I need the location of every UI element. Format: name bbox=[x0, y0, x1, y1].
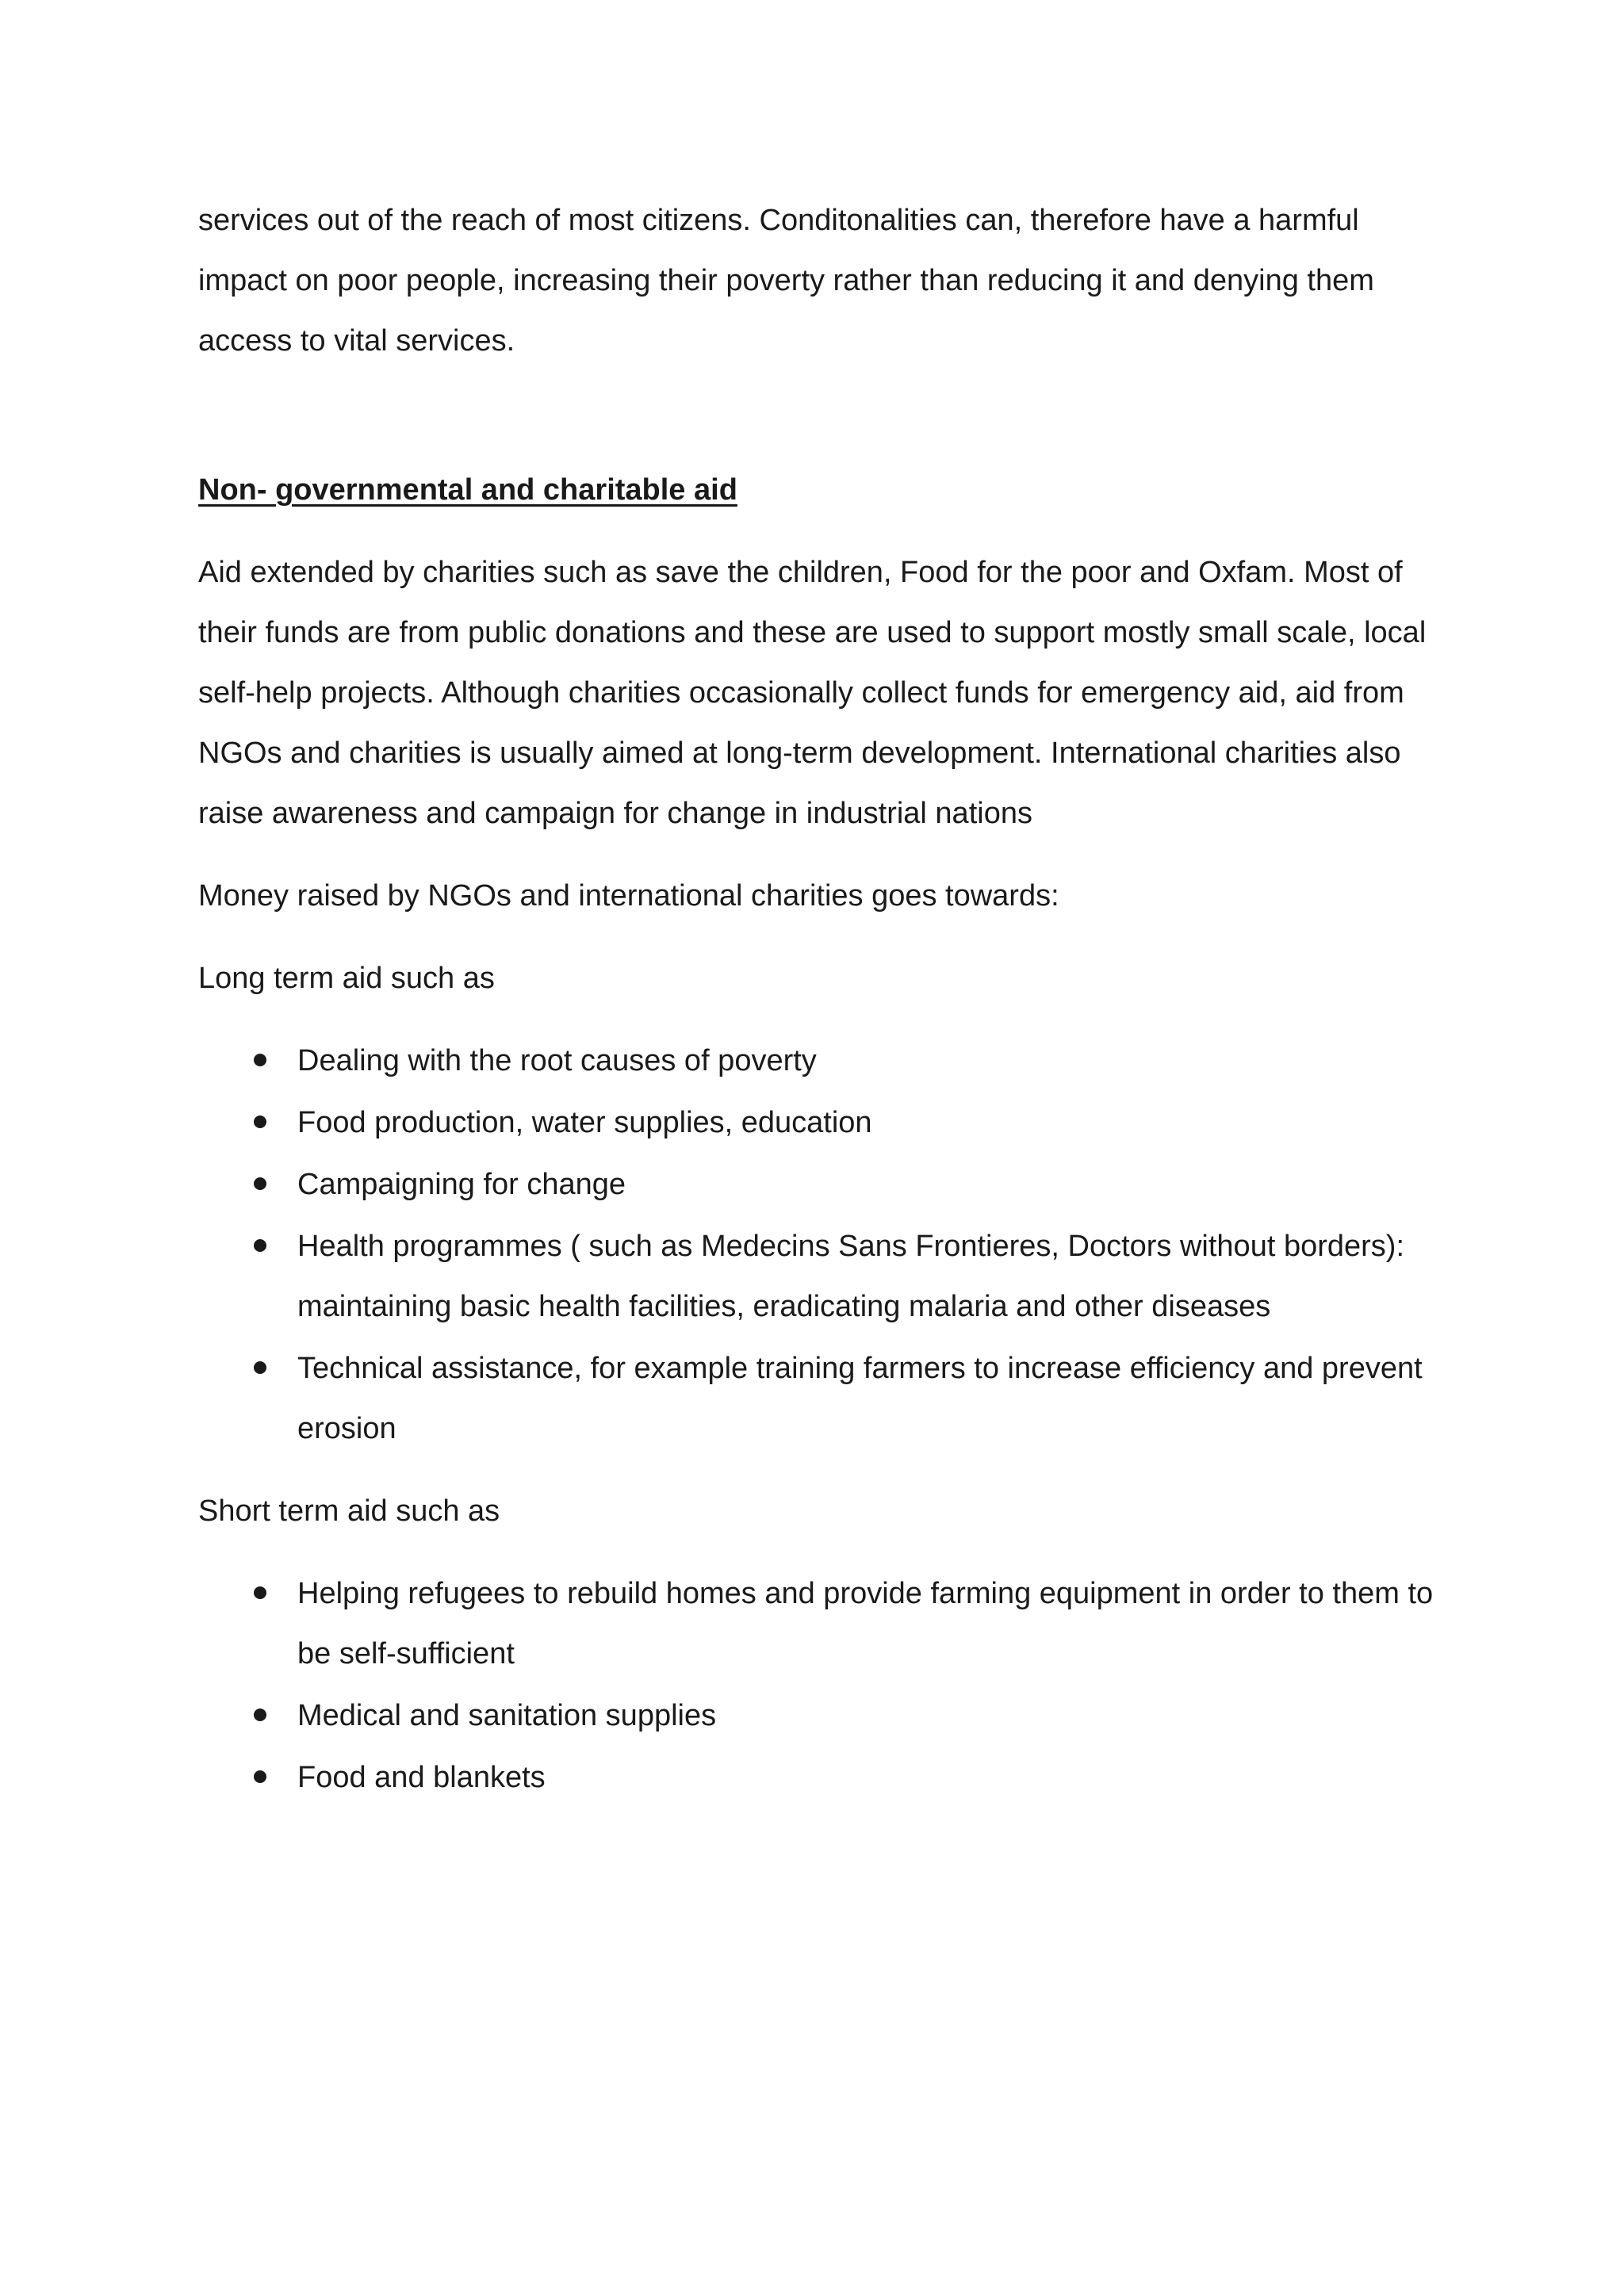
section-heading: Non- governmental and charitable aid bbox=[198, 473, 737, 507]
money-raised-text: Money raised by NGOs and international charities goes towards: bbox=[198, 879, 1059, 913]
list-item bbox=[198, 1563, 1451, 1684]
long-term-list bbox=[198, 1031, 1451, 1459]
list-item bbox=[198, 1747, 1451, 1808]
list-item bbox=[198, 1154, 1451, 1215]
bullet-icon bbox=[254, 1177, 266, 1190]
short-term-label: Short term aid such as bbox=[198, 1494, 500, 1528]
bullet-icon bbox=[254, 1054, 266, 1066]
list-item bbox=[198, 1031, 1451, 1091]
list-item-text: Food production, water supplies, education bbox=[297, 1106, 872, 1139]
list-item-text: Dealing with the root causes of poverty bbox=[297, 1044, 817, 1077]
bullet-icon bbox=[254, 1770, 266, 1783]
bullet-icon bbox=[254, 1115, 266, 1128]
bullet-icon bbox=[254, 1586, 266, 1599]
section-paragraph: Aid extended by charities such as save the children, Food for the poor and Oxfam. Most of their funds are from public donations and these are used to support mostly small scale, local self-help projects. Although charities occasionally collect funds for emergency aid, aid from NGOs and charities is usually aimed at long-term development. International charities also raise awareness and campaign for change in industrial nations bbox=[198, 556, 1427, 830]
list-item bbox=[198, 1686, 1451, 1746]
list-item-text: Technical assistance, for example training farmers to increase efficiency and prevent erosion bbox=[297, 1352, 1423, 1445]
list-item-text: Health programmes ( such as Medecins Sans Frontieres, Doctors without borders): maintaining basic health facilities, eradicating malaria and other diseases bbox=[297, 1230, 1404, 1323]
bullet-icon bbox=[254, 1239, 266, 1252]
intro-paragraph: services out of the reach of most citizens. Conditonalities can, therefore have a harmful impact on poor people, increasing their poverty rather than reducing it and denying them access to vital services. bbox=[198, 204, 1374, 358]
list-item bbox=[198, 1216, 1451, 1337]
list-item bbox=[198, 1338, 1451, 1459]
bullet-icon bbox=[254, 1709, 266, 1721]
long-term-label: Long term aid such as bbox=[198, 962, 495, 995]
page-content bbox=[198, 190, 1451, 1809]
list-item bbox=[198, 1093, 1451, 1153]
list-item-text: Campaigning for change bbox=[297, 1168, 626, 1201]
short-term-list bbox=[198, 1563, 1451, 1808]
bullet-icon bbox=[254, 1361, 266, 1374]
list-item-text: Food and blankets bbox=[297, 1761, 546, 1794]
list-item-text: Helping refugees to rebuild homes and provide farming equipment in order to them to be self-sufficient bbox=[297, 1577, 1434, 1670]
list-item-text: Medical and sanitation supplies bbox=[297, 1699, 717, 1732]
